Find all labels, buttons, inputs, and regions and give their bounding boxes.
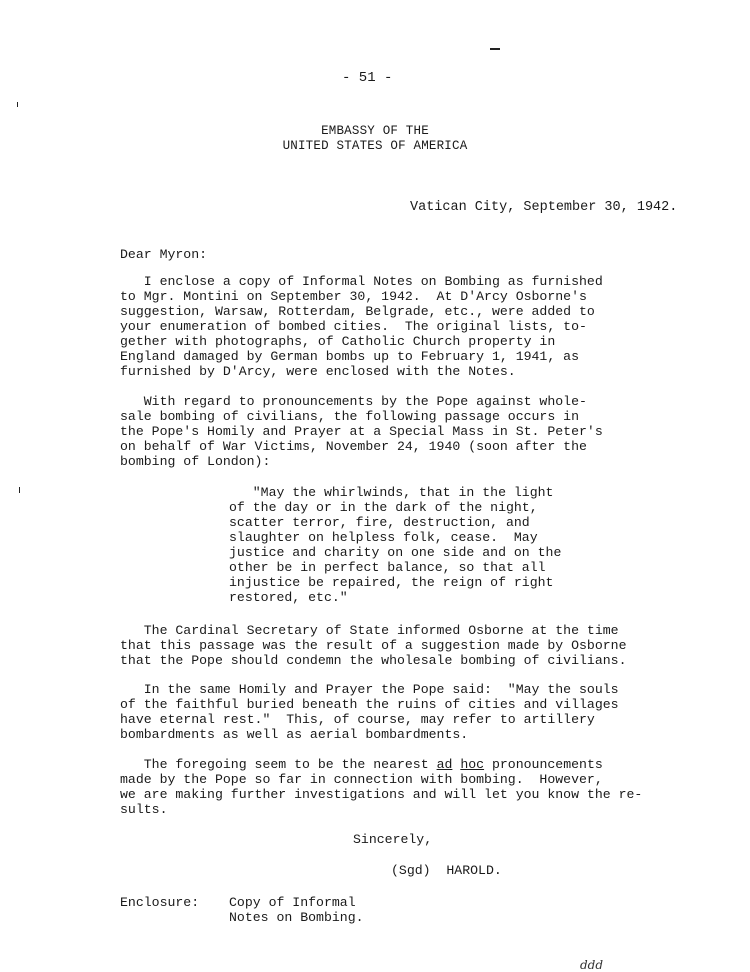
text-line: made by the Pope so far in connection with bombing. However, [120,772,603,787]
page-number: - 51 - [342,70,393,86]
letterhead-line-1: EMBASSY OF THE [321,124,429,138]
scan-mark [490,48,500,50]
text-line: England damaged by German bombs up to February 1, 1941, as [120,349,579,364]
handwritten-mark: ddd [580,958,604,972]
text-line: suggestion, Warsaw, Rotterdam, Belgrade, etc., were added to [120,304,595,319]
text-line: to Mgr. Montini on September 30, 1942. At D'Arcy Osborne's [120,289,587,304]
quote-line: scatter terror, fire, destruction, and [229,515,530,530]
enclosure-line-2: Notes on Bombing. [229,910,364,925]
text-line: I enclose a copy of Informal Notes on Bombing as furnished [120,274,603,289]
text-line: In the same Homily and Prayer the Pope said: "May the souls [120,682,619,697]
quote-line: of the day or in the dark of the night, [229,500,538,515]
text-line: bombing of London): [120,454,271,469]
scan-mark [17,102,18,107]
text-line: The Cardinal Secretary of State informed Osborne at the time [120,623,619,638]
salutation: Dear Myron: [120,247,208,262]
text-line: that the Pope should condemn the wholesale bombing of civilians. [120,653,627,668]
text-line: sale bombing of civilians, the following passage occurs in [120,409,579,424]
text-line: that this passage was the result of a suggestion made by Osborne [120,638,627,653]
quote-line: "May the whirlwinds, that in the light [229,485,554,500]
text-line: bombardments as well as aerial bombardments. [120,727,469,742]
quote-line: slaughter on helpless folk, cease. May [229,530,538,545]
letterhead-line-2: UNITED STATES OF AMERICA [282,139,468,153]
scan-mark [19,487,20,493]
text-segment: The foregoing seem to be the nearest [120,757,437,772]
text-segment: pronouncements [484,757,603,772]
text-line: we are making further investigations and will let you know the re- [120,787,643,802]
enclosure-line-1: Copy of Informal [229,895,356,910]
text-line [120,757,603,772]
text-line: gether with photographs, of Catholic Church property in [120,334,556,349]
quote-line: other be in perfect balance, so that all [229,560,546,575]
quote-line: justice and charity on one side and on the [229,545,562,560]
text-line: the Pope's Homily and Prayer at a Special Mass in St. Peter's [120,424,603,439]
enclosure-label: Enclosure: [120,895,200,910]
text-line: sults. [120,802,168,817]
dateline: Vatican City, September 30, 1942. [410,200,678,215]
text-line: With regard to pronouncements by the Pope against whole- [120,394,587,409]
quote-line: restored, etc." [229,590,348,605]
quote-line: injustice be repaired, the reign of right [229,575,554,590]
text-line: furnished by D'Arcy, were enclosed with the Notes. [120,364,516,379]
emphasis-hoc: hoc [460,757,485,772]
signature: (Sgd) HAROLD. [391,863,502,878]
closing: Sincerely, [353,832,433,847]
text-line: your enumeration of bombed cities. The original lists, to- [120,319,587,334]
emphasis-ad: ad [436,757,453,772]
text-line: of the faithful buried beneath the ruins of cities and villages [120,697,619,712]
text-line: have eternal rest." This, of course, may refer to artillery [120,712,595,727]
text-line: on behalf of War Victims, November 24, 1940 (soon after the [120,439,587,454]
